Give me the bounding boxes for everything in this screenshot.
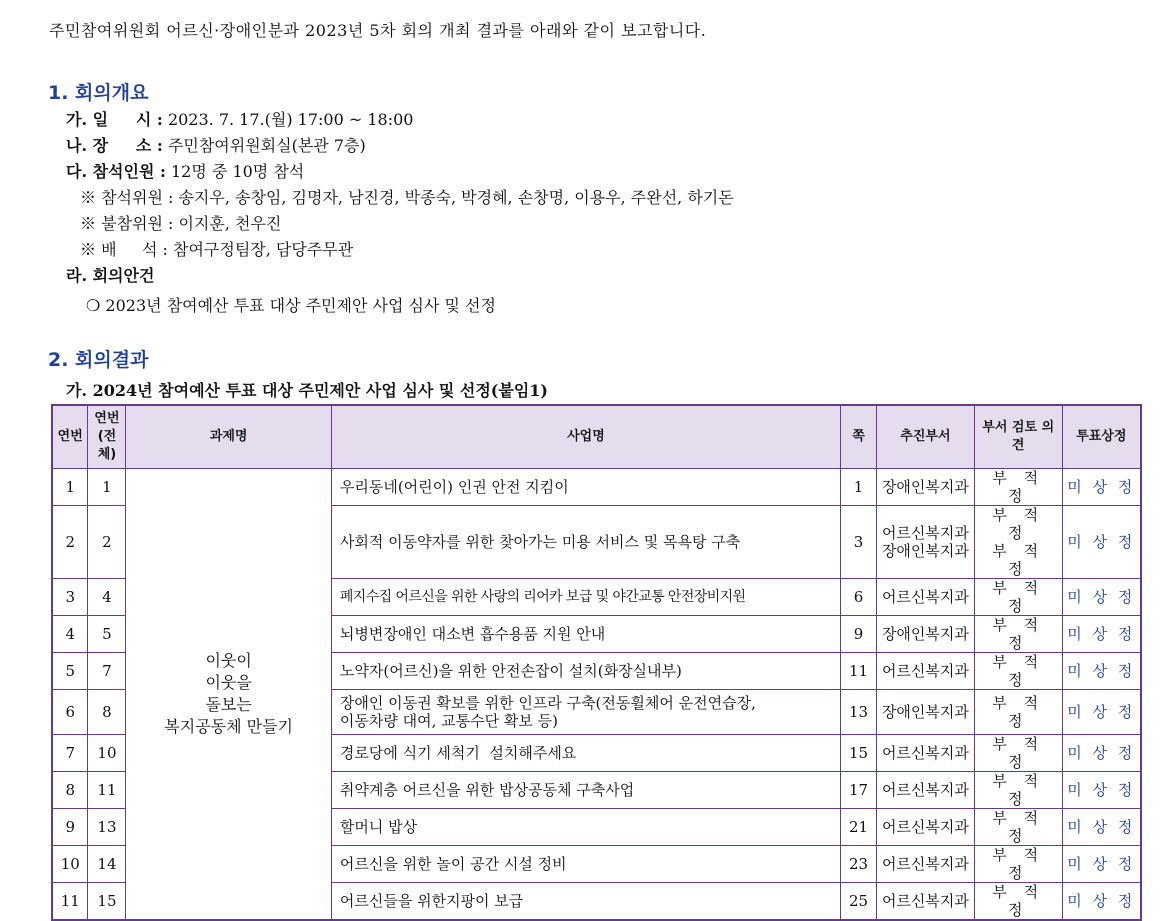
cell-total: 15 — [88, 883, 126, 921]
col-project: 과제명 — [126, 405, 331, 469]
intro-text: 주민참여위원회 어르신·장애인분과 2023년 5차 회의 개최 결과를 아래와 같이 보고합니다. — [49, 21, 707, 40]
cell-dept: 어르신복지과 — [877, 846, 975, 883]
table-header-row — [52, 405, 1141, 469]
project-group-cell — [126, 469, 331, 921]
cell-vote: 미 상 정 — [1062, 690, 1141, 735]
cell-business: 할머니 밥상 — [331, 809, 840, 846]
cell-dept: 장애인복지과 — [877, 616, 975, 653]
cell-business: 취약계층 어르신을 위한 밥상공동체 구축사업 — [331, 772, 840, 809]
cell-no: 8 — [52, 772, 88, 809]
cell-opinion: 부 적 정 — [974, 653, 1062, 690]
cell-page: 6 — [841, 579, 877, 616]
cell-no: 10 — [52, 846, 88, 883]
cell-business: 어르신을 위한 놀이 공간 시설 정비 — [331, 846, 840, 883]
cell-page: 21 — [841, 809, 877, 846]
cell-no: 3 — [52, 579, 88, 616]
cell-opinion: 부 적 정 — [974, 846, 1062, 883]
cell-dept: 어르신복지과 — [877, 579, 975, 616]
col-dept: 추진부서 — [877, 405, 975, 469]
meeting-place — [66, 133, 366, 156]
agenda-label: 라. 회의안건 — [66, 266, 155, 285]
col-business: 사업명 — [331, 405, 840, 469]
cell-total: 11 — [88, 772, 126, 809]
cell-opinion: 부 적 정 — [974, 579, 1062, 616]
cell-dept: 어르신복지과 — [877, 883, 975, 921]
cell-page: 23 — [841, 846, 877, 883]
col-no-total: 연번 (전체) — [88, 405, 126, 469]
cell-vote: 미 상 정 — [1062, 809, 1141, 846]
cell-business: 노약자(어르신)을 위한 안전손잡이 설치(화장실내부) — [331, 653, 840, 690]
group-line: 복지공동체 만들기 — [164, 717, 294, 736]
opinion-line: 부 적 정 — [992, 506, 1045, 542]
cell-total: 5 — [88, 616, 126, 653]
cell-opinion — [974, 506, 1062, 579]
cell-vote: 미 상 정 — [1062, 469, 1141, 506]
cell-page: 13 — [841, 690, 877, 735]
cell-page: 3 — [841, 506, 877, 579]
cell-no: 1 — [52, 469, 88, 506]
cell-no: 5 — [52, 653, 88, 690]
cell-total: 8 — [88, 690, 126, 735]
cell-opinion: 부 적 정 — [974, 690, 1062, 735]
cell-business — [331, 690, 840, 735]
business-line: 장애인 이동권 확보를 위한 인프라 구축(전동휠체어 운전연습장, — [339, 694, 756, 712]
group-line: 돌보는 — [205, 695, 252, 714]
agenda-item: ❍ 2023년 참여예산 투표 대상 주민제안 사업 심사 및 선정 — [86, 296, 496, 315]
group-line: 이웃이 — [205, 651, 252, 670]
cell-opinion: 부 적 정 — [974, 809, 1062, 846]
note-attendees: ※ 참석위원 : 송지우, 송창임, 김명자, 남진경, 박종숙, 박경혜, 손창명, 이용우, 주완선, 하기돈 — [80, 188, 734, 207]
attendance-value: 12명 중 10명 참석 — [171, 162, 305, 181]
cell-page: 17 — [841, 772, 877, 809]
cell-dept: 장애인복지과 — [877, 469, 975, 506]
col-opinion: 부서 검토 의견 — [974, 405, 1062, 469]
meeting-attendance — [66, 159, 304, 182]
cell-page: 11 — [841, 653, 877, 690]
cell-total: 2 — [88, 506, 126, 579]
note-observers: ※ 배 석 : 참여구정팀장, 담당주무관 — [80, 240, 354, 259]
business-line: 이동차량 대여, 교통수단 확보 등) — [339, 712, 558, 730]
cell-total: 14 — [88, 846, 126, 883]
cell-vote: 미 상 정 — [1062, 846, 1141, 883]
cell-opinion: 부 적 정 — [974, 469, 1062, 506]
attendance-label: 다. 참석인원 : — [66, 162, 166, 181]
cell-vote: 미 상 정 — [1062, 506, 1141, 579]
col-page: 쪽 — [841, 405, 877, 469]
section2-title: 2. 회의결과 — [48, 349, 149, 371]
cell-business: 사회적 이동약자를 위한 찾아가는 미용 서비스 및 목욕탕 구축 — [331, 506, 840, 579]
col-vote: 투표상정 — [1062, 405, 1141, 469]
cell-vote: 미 상 정 — [1062, 579, 1141, 616]
cell-page: 25 — [841, 883, 877, 921]
cell-total: 13 — [88, 809, 126, 846]
cell-total: 4 — [88, 579, 126, 616]
cell-total: 7 — [88, 653, 126, 690]
cell-total: 1 — [88, 469, 126, 506]
cell-page: 15 — [841, 735, 877, 772]
cell-no: 6 — [52, 690, 88, 735]
cell-business: 폐지수집 어르신을 위한 사랑의 리어카 보급 및 야간교통 안전장비지원 — [331, 579, 840, 616]
cell-business: 어르신들을 위한지팡이 보급 — [331, 883, 840, 921]
cell-no: 11 — [52, 883, 88, 921]
cell-dept: 어르신복지과 — [877, 653, 975, 690]
cell-dept: 어르신복지과 — [877, 809, 975, 846]
datetime-value: 2023. 7. 17.(월) 17:00 ~ 18:00 — [167, 110, 414, 129]
note-absentees: ※ 불참위원 : 이지훈, 천우진 — [80, 214, 282, 233]
cell-opinion: 부 적 정 — [974, 883, 1062, 921]
cell-vote: 미 상 정 — [1062, 653, 1141, 690]
place-label: 나. 장 소 : — [66, 136, 163, 155]
cell-page: 1 — [841, 469, 877, 506]
dept-line: 장애인복지과 — [881, 542, 969, 560]
cell-dept: 어르신복지과 — [877, 735, 975, 772]
meeting-datetime — [66, 107, 413, 130]
cell-opinion: 부 적 정 — [974, 772, 1062, 809]
cell-page: 9 — [841, 616, 877, 653]
datetime-label: 가. 일 시 : — [66, 110, 163, 129]
col-no: 연번 — [52, 405, 88, 469]
cell-no: 9 — [52, 809, 88, 846]
cell-no: 4 — [52, 616, 88, 653]
cell-business: 우리동네(어린이) 인권 안전 지킴이 — [331, 469, 840, 506]
cell-opinion: 부 적 정 — [974, 735, 1062, 772]
cell-vote: 미 상 정 — [1062, 772, 1141, 809]
proposal-table — [51, 404, 1142, 921]
section2-subtitle: 가. 2024년 참여예산 투표 대상 주민제안 사업 심사 및 선정(붙임1) — [66, 381, 548, 400]
cell-no: 2 — [52, 506, 88, 579]
opinion-line: 부 적 정 — [992, 542, 1045, 578]
place-value: 주민참여위원회실(본관 7층) — [167, 136, 366, 155]
section1-title: 1. 회의개요 — [48, 82, 149, 104]
cell-no: 7 — [52, 735, 88, 772]
cell-vote: 미 상 정 — [1062, 883, 1141, 921]
table-row — [52, 469, 1141, 506]
group-line: 이웃을 — [205, 673, 252, 692]
cell-vote: 미 상 정 — [1062, 616, 1141, 653]
cell-dept: 어르신복지과 — [877, 772, 975, 809]
cell-total: 10 — [88, 735, 126, 772]
cell-dept — [877, 506, 975, 579]
dept-line: 어르신복지과 — [881, 524, 969, 542]
cell-vote: 미 상 정 — [1062, 735, 1141, 772]
cell-business: 뇌병변장애인 대소변 흡수용품 지원 안내 — [331, 616, 840, 653]
cell-dept: 장애인복지과 — [877, 690, 975, 735]
cell-opinion: 부 적 정 — [974, 616, 1062, 653]
cell-business: 경로당에 식기 세척기 설치해주세요 — [331, 735, 840, 772]
